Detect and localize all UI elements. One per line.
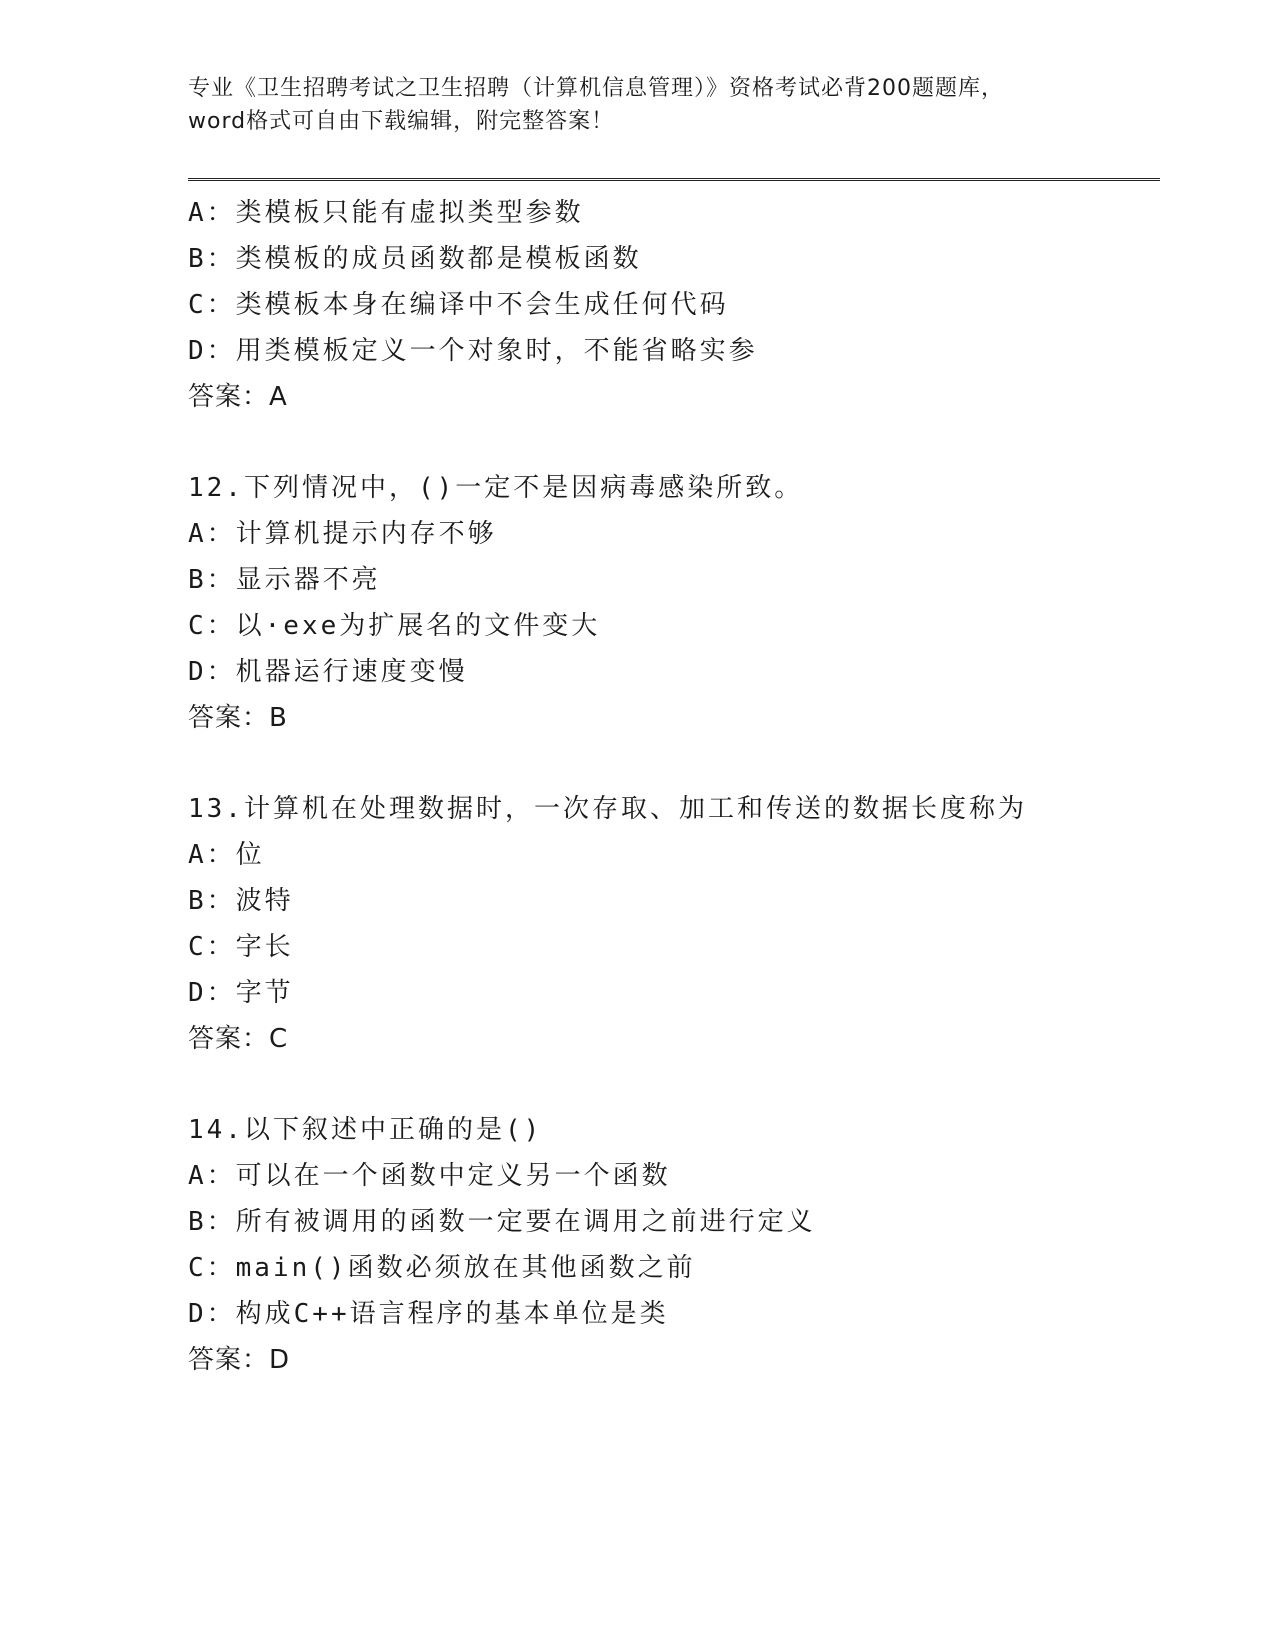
option-d: D：字节 xyxy=(188,978,294,1008)
header-divider xyxy=(188,178,1160,181)
header-line-1: 专业《卫生招聘考试之卫生招聘（计算机信息管理）》资格考试必背200题题库， xyxy=(188,76,1004,101)
question-block-12 xyxy=(188,465,1168,741)
option-a: A：类模板只能有虚拟类型参数 xyxy=(188,198,584,228)
question-stem: 12.下列情况中，()一定不是因病毒感染所致。 xyxy=(188,473,804,503)
option-b: B：显示器不亮 xyxy=(188,565,381,595)
answer-line: 答案：A xyxy=(188,382,288,412)
header-line-2: word格式可自由下载编辑，附完整答案！ xyxy=(188,109,615,134)
option-b: B：所有被调用的函数一定要在调用之前进行定义 xyxy=(188,1207,816,1237)
option-c: C：字长 xyxy=(188,932,294,962)
document-header xyxy=(188,72,1088,138)
option-b: B：类模板的成员函数都是模板函数 xyxy=(188,244,642,274)
question-block-13 xyxy=(188,786,1168,1062)
option-c: C：main()函数必须放在其他函数之前 xyxy=(188,1253,696,1283)
question-list xyxy=(188,190,1168,1428)
question-stem: 14.以下叙述中正确的是() xyxy=(188,1115,543,1145)
option-b: B：波特 xyxy=(188,886,294,916)
option-a: A：可以在一个函数中定义另一个函数 xyxy=(188,1161,671,1191)
answer-line: 答案：C xyxy=(188,1024,289,1054)
question-stem: 13.计算机在处理数据时，一次存取、加工和传送的数据长度称为 xyxy=(188,794,1027,824)
option-d: D：构成C++语言程序的基本单位是类 xyxy=(188,1299,669,1329)
option-d: D：机器运行速度变慢 xyxy=(188,657,468,687)
question-block-11 xyxy=(188,190,1168,420)
question-block-14 xyxy=(188,1107,1168,1383)
option-d: D：用类模板定义一个对象时，不能省略实参 xyxy=(188,336,758,366)
option-a: A：计算机提示内存不够 xyxy=(188,519,497,549)
option-c: C：以·exe为扩展名的文件变大 xyxy=(188,611,601,641)
answer-line: 答案：B xyxy=(188,703,288,733)
option-c: C：类模板本身在编译中不会生成任何代码 xyxy=(188,290,729,320)
option-a: A：位 xyxy=(188,840,265,870)
answer-line: 答案：D xyxy=(188,1345,291,1375)
